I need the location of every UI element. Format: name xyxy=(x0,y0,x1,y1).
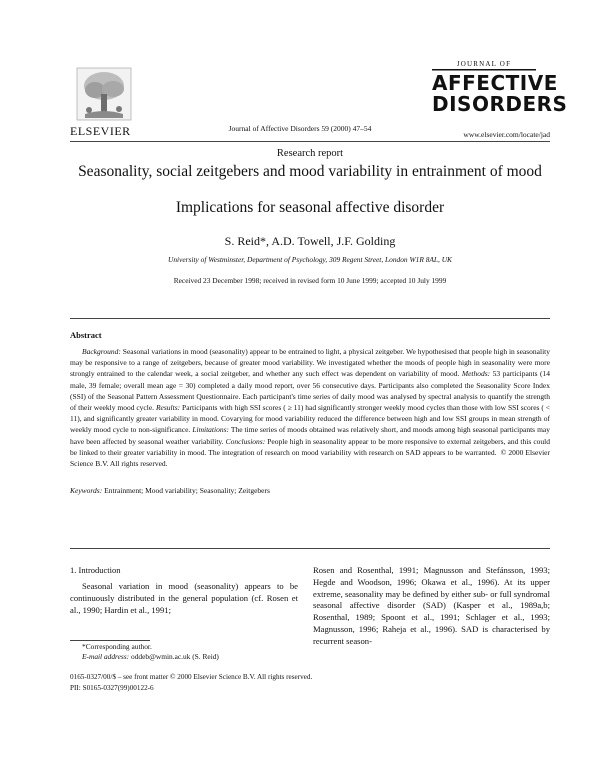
journal-logo-word-affective: AFFECTIVE xyxy=(432,71,558,95)
abstract-limitations-label: Limitations: xyxy=(192,425,230,435)
abstract-results-label: Results: xyxy=(155,403,181,413)
section-heading-introduction: 1. Introduction xyxy=(70,565,121,575)
keywords-label: Keywords: xyxy=(70,486,103,495)
journal-logo-label: JOURNAL OF xyxy=(456,60,512,68)
abstract-conclusions-label: Conclusions: xyxy=(225,436,266,446)
elsevier-tree-logo xyxy=(75,66,133,122)
abstract-background-label: Background: xyxy=(82,347,121,356)
article-authors: S. Reid*, A.D. Towell, J.F. Golding xyxy=(224,234,396,248)
footnote-email xyxy=(82,652,219,661)
article-type: Research report xyxy=(276,148,344,159)
abstract-heading: Abstract xyxy=(70,330,102,340)
keywords xyxy=(70,486,270,495)
abstract-rule-top xyxy=(70,318,550,319)
article-subtitle: Implications for seasonal affective disorder xyxy=(175,199,445,216)
journal-citation: Journal of Affective Disorders 59 (2000) 47–54 xyxy=(228,124,372,133)
copyright-line-2: PII: S0165-0327(99)00122-6 xyxy=(70,684,154,692)
footnote-email-address[interactable]: oddeb@wmin.ac.uk (S. Reid) xyxy=(131,652,219,661)
footnote-corresponding: *Corresponding author. xyxy=(82,642,152,651)
abstract-rule-bottom xyxy=(70,548,550,549)
journal-logo-word-disorders: DISORDERS xyxy=(432,92,568,116)
abstract-copyright: © 2000 Elsevier Science B.V. All rights reserved. xyxy=(70,447,550,469)
footnote-rule xyxy=(70,640,150,641)
abstract-limitations: The time series of moods obtained was relatively short, and moods among high seasonal participants may have been affected by seasonal weather variability. xyxy=(70,425,550,446)
abstract-results: Participants with high SSI scores ( ≥ 11) had significantly stronger weekly mood cycles than those with low SSI scores ( < 11), and significantly greater variability in mood. Covarying for mood variability reduced the difference between high and low SSI groups in mean strength of weekly mood cycle to non-significance. xyxy=(70,403,550,435)
footnote-email-label: E-mail address: xyxy=(82,652,130,661)
abstract-body xyxy=(70,346,550,469)
copyright-line-1: 0165-0327/00/$ – see front matter © 2000 Elsevier Science B.V. All rights reserved. xyxy=(70,673,313,681)
article-affiliation: University of Westminster, Department of Psychology, 309 Regent Street, London W1R 8AL, UK xyxy=(168,255,452,264)
abstract-background: Seasonal variations in mood (seasonality) appear to be entrained to light, a physical zeitgeber. We hypothesised that people high in seasonality may be responsive to a range of zeitgebers, because of greater mood variability. We investigated whether the moods of people high in seasonality were more strongly entrained to the calendar week, a social zeitgeber, and whether any such effect was dependent on variability of mood. xyxy=(70,347,551,379)
article-title: Seasonality, social zeitgebers and mood variability in entrainment of mood xyxy=(78,163,542,180)
publisher-name: ELSEVIER xyxy=(70,124,131,138)
article-dates: Received 23 December 1998; received in revised form 10 June 1999; accepted 10 July 1999 xyxy=(173,276,447,285)
intro-right-column: Rosen and Rosenthal, 1991; Magnusson and Stefánsson, 1993; Hegde and Woodson, 1996; Okawa et al., 1996). At its upper extreme, seasonality may be defined by either sub- or full syndromal seasonal affective disorder (SAD) (Kasper et al., 1989a,b; Rosenthal, 1989; Spoont et al., 1991; Schlager et al., 1993; Magnusson, 1996; Raheja et al., 1996). SAD is characterised by recurrent season- xyxy=(313,565,550,646)
header-rule xyxy=(70,141,550,142)
abstract-conclusions: People high in seasonality appear to be more responsive to external zeitgebers, and this could be linked to their greater variability in mood. The integration of research on mood variability with research on SAD appears to be warranted. xyxy=(70,436,550,457)
abstract-methods: 53 participants (14 male, 39 female; overall mean age = 30) completed a daily mood report, over 56 consecutive days. Participants also completed the Seasonality Score Index (SSI) of the Seasonal Pattern Assessment Questionnaire. Each participant's time series of daily mood was analysed by spectral analysis to quantify the strength of their weekly mood cycle. xyxy=(70,369,550,413)
abstract-methods-label: Methods: xyxy=(461,369,491,379)
intro-left-column: Seasonal variation in mood (seasonality) appears to be continuously distributed in the general population (cf. Rosen et al., 1990; Hardin et al., 1991; xyxy=(70,581,298,615)
journal-url[interactable]: www.elsevier.com/locate/jad xyxy=(463,130,550,139)
keywords-text: Entrainment; Mood variability; Seasonality; Zeitgebers xyxy=(104,486,270,495)
